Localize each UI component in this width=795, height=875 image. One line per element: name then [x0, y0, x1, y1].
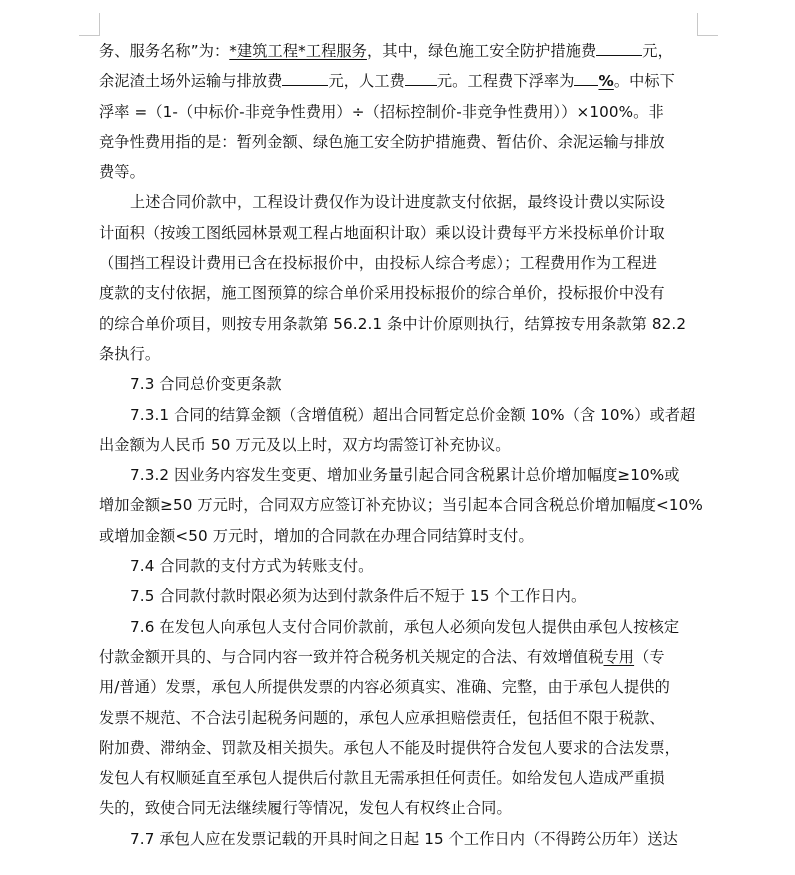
text-run: 元。工程费下浮率为 — [436, 72, 575, 91]
text-line: 增加金额≥50 万元时，合同双方应签订补充协议；当引起本合同含税总价增加幅度<10% — [99, 496, 703, 515]
fill-blank[interactable] — [596, 37, 642, 56]
text-line: 7.4 合同款的支付方式为转账支付。 — [130, 557, 374, 576]
text-line: 计面积（按竣工图纸园林景观工程占地面积计取）乘以设计费每平方米投标单价计取 — [99, 223, 665, 242]
text-line: 7.6 在发包人向承包人支付合同价款前，承包人必须向发包人提供由承包人按核定 — [130, 617, 680, 636]
text-line: 度款的支付依据，施工图预算的综合单价采用投标报价的综合单价，投标报价中没有 — [99, 284, 665, 303]
text-line: 条执行。 — [99, 344, 161, 363]
document-body[interactable] — [99, 36, 701, 854]
margin-corner-mark-right — [697, 13, 718, 36]
fill-blank[interactable] — [405, 67, 437, 86]
text-run: 余泥渣土场外运输与排放费 — [99, 72, 283, 91]
percent-sign: % — [598, 72, 614, 91]
text-run: 元， — [642, 42, 673, 60]
text-line: 用/普通）发票，承包人所提供发票的内容必须真实、准确、完整，由于承包人提供的 — [99, 678, 670, 697]
text-line: 上述合同价款中，工程设计费仅作为设计进度款支付依据，最终设计费以实际设 — [130, 193, 666, 212]
text-line: 发包人有权顺延直至承包人提供后付款且无需承担任何责任。如给发包人造成严重损 — [99, 769, 665, 788]
service-name-underlined: *建筑工程*工程服务 — [229, 42, 367, 60]
text-run: （专 — [634, 647, 665, 666]
text-line: （围挡工程设计费用已含在投标报价中，由投标人综合考虑）；工程费用作为工程进 — [99, 254, 658, 273]
text-line: 竞争性费用指的是：暂列金额、绿色施工安全防护措施费、暂估价、余泥运输与排放 — [99, 132, 665, 151]
text-line: 失的，致使合同无法继续履行等情况，发包人有权终止合同。 — [99, 799, 512, 818]
text-line: 7.3.2 因业务内容发生变更、增加业务量引起合同含税累计总价增加幅度≥10%或 — [130, 466, 680, 485]
text-line: 浮率 =（1-（中标价-非竞争性费用）÷（招标控制价-非竞争性费用））×100%。非 — [99, 102, 664, 121]
text-line: 7.5 合同款付款时限必须为达到付款条件后不短于 15 个工作日内。 — [130, 587, 587, 606]
fill-blank[interactable] — [574, 67, 598, 86]
text-line: 或增加金额<50 万元时，增加的合同款在办理合同结算时支付。 — [99, 526, 534, 545]
text-line: 费等。 — [99, 163, 145, 182]
invoice-type-underlined: 专用 — [603, 647, 635, 666]
section-heading: 7.3 合同总价变更条款 — [130, 375, 282, 394]
text-run: 元，人工费 — [328, 72, 405, 91]
text-line — [99, 66, 701, 96]
text-line: 附加费、滞纳金、罚款及相关损失。承包人不能及时提供符合发包人要求的合法发票， — [99, 738, 680, 757]
text-line: 7.7 承包人应在发票记载的开具时间之日起 15 个工作日内（不得跨公历年）送达 — [130, 829, 678, 848]
text-run: 务、服务名称”为： — [99, 42, 230, 60]
text-run: 。中标下 — [613, 72, 675, 91]
text-run: 付款金额开具的、与合同内容一致并符合税务机关规定的合法、有效增值税 — [99, 647, 604, 666]
margin-corner-mark-left — [79, 13, 100, 36]
text-line: 的综合单价项目，则按专用条款第 56.2.1 条中计价原则执行，结算按专用条款第 82.2 — [99, 314, 687, 333]
text-line: 7.3.1 合同的结算金额（含增值税）超出合同暂定总价金额 10%（含 10%）或者超 — [130, 405, 696, 424]
text-run: ，其中，绿色施工安全防护措施费 — [366, 42, 597, 60]
fill-blank[interactable] — [282, 67, 328, 86]
text-line: 发票不规范、不合法引起税务问题的，承包人应承担赔偿责任，包括但不限于税款、 — [99, 708, 665, 727]
text-line — [99, 36, 701, 66]
text-line: 出金额为人民币 50 万元及以上时，双方均需签订补充协议。 — [99, 435, 511, 454]
text-line — [99, 642, 701, 672]
